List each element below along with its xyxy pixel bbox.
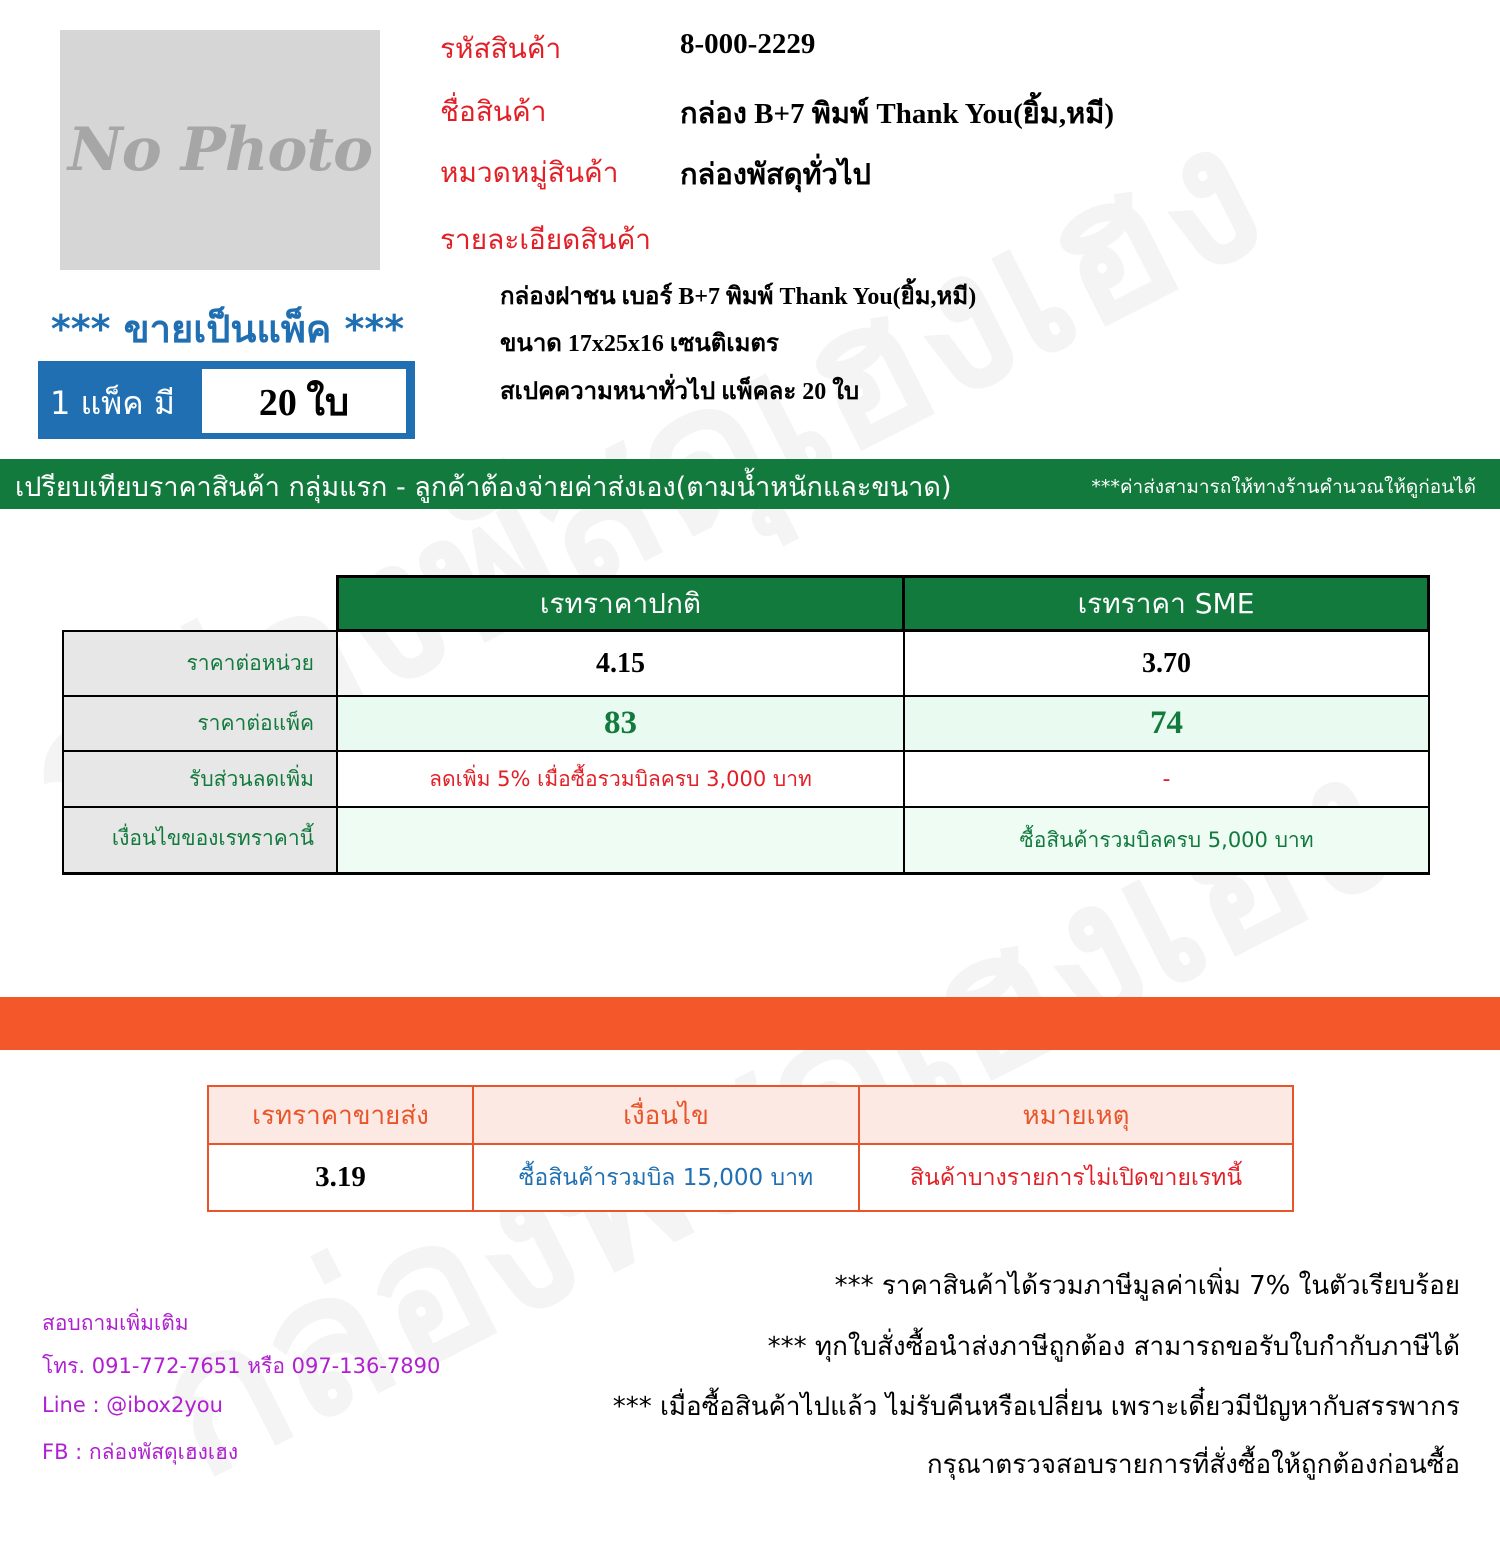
wholesale-bar (0, 997, 1500, 1050)
note-no-return: *** เมื่อซื้อสินค้าไปแล้ว ไม่รับคืนหรือเปลี่ยน เพราะเดี๋ยวมีปัญหากับสรรพากร (612, 1392, 1460, 1422)
row-label-unit-price: ราคาต่อหน่วย (62, 630, 338, 697)
product-name-label: ชื่อสินค้า (440, 95, 547, 128)
contact-phone: โทร. 091-772-7651 หรือ 097-136-7890 (42, 1354, 441, 1378)
wholesale-remark: สินค้าบางรายการไม่เปิดขายเรทนี้ (858, 1143, 1294, 1212)
unit-price-normal: 4.15 (336, 630, 905, 697)
note-vat: *** ราคาสินค้าได้รวมภาษีมูลค่าเพิ่ม 7% ในตัวเรียบร้อย (834, 1271, 1460, 1301)
pack-label: 1 แพ็ค มี (50, 384, 175, 422)
row-label-pack-price: ราคาต่อแพ็ค (62, 695, 338, 752)
pack-value: 20 ใบ (202, 369, 406, 433)
product-photo-placeholder (60, 30, 380, 270)
note-tax-invoice: *** ทุกใบสั่งซื้อนำส่งภาษีถูกต้อง สามารถขอรับใบกำกับภาษีได้ (767, 1332, 1460, 1362)
rate-condition-sme: ซื้อสินค้ารวมบิลครบ 5,000 บาท (903, 806, 1430, 875)
product-detail-label: รายละเอียดสินค้า (440, 223, 652, 256)
product-detail-line: ขนาด 17x25x16 เซนติเมตร (500, 331, 779, 357)
compare-bar-title: เปรียบเทียบราคาสินค้า กลุ่มแรก - ลูกค้าต้องจ่ายค่าส่งเอง(ตามน้ำหนักและขนาด) (15, 472, 952, 503)
row-label-rate-condition: เงื่อนไขของเรทราคานี้ (62, 806, 338, 875)
row-label-extra-discount: รับส่วนลดเพิ่ม (62, 750, 338, 808)
wholesale-header-rate: เรทราคาขายส่ง (207, 1085, 474, 1145)
product-code: 8-000-2229 (680, 28, 816, 60)
product-category: กล่องพัสดุทั่วไป (680, 159, 871, 191)
contact-facebook: FB : กล่องพัสดุเฮงเฮง (42, 1440, 239, 1464)
header-sme-rate: เรทราคา SME (902, 575, 1430, 632)
price-table (62, 575, 1430, 875)
product-detail-line: สเปคความหนาทั่วไป แพ็คละ 20 ใบ (500, 379, 860, 405)
product-category-label: หมวดหมู่สินค้า (440, 156, 619, 189)
wholesale-header-condition: เงื่อนไข (472, 1085, 860, 1145)
wholesale-condition: ซื้อสินค้ารวมบิล 15,000 บาท (472, 1143, 860, 1212)
wholesale-table (207, 1085, 1294, 1212)
extra-discount-normal: ลดเพิ่ม 5% เมื่อซื้อรวมบิลครบ 3,000 บาท (336, 750, 905, 808)
extra-discount-sme: - (903, 750, 1430, 808)
no-photo-text: No Photo (67, 115, 373, 185)
wholesale-header-remark: หมายเหตุ (858, 1085, 1294, 1145)
pack-note: *** ขายเป็นแพ็ค *** (50, 307, 405, 351)
rate-condition-normal (336, 806, 905, 875)
product-detail-line: กล่องฝาชน เบอร์ B+7 พิมพ์ Thank You(ยิ้ม,หมี) (500, 284, 977, 310)
wholesale-price: 3.19 (207, 1143, 474, 1212)
contact-line: Line : @ibox2you (42, 1393, 223, 1417)
note-check-order: กรุณาตรวจสอบรายการที่สั่งซื้อให้ถูกต้องก่อนซื้อ (926, 1450, 1460, 1480)
pack-price-normal: 83 (336, 695, 905, 752)
header-normal-rate: เรทราคาปกติ (336, 575, 905, 632)
contact-title: สอบถามเพิ่มเติม (42, 1311, 189, 1335)
product-name: กล่อง B+7 พิมพ์ Thank You(ยิ้ม,หมี) (680, 98, 1115, 130)
pack-price-sme: 74 (903, 695, 1430, 752)
product-code-label: รหัสสินค้า (440, 32, 562, 65)
unit-price-sme: 3.70 (903, 630, 1430, 697)
compare-bar-note: ***ค่าส่งสามารถให้ทางร้านคำนวณให้ดูก่อนได้ (1091, 476, 1476, 498)
